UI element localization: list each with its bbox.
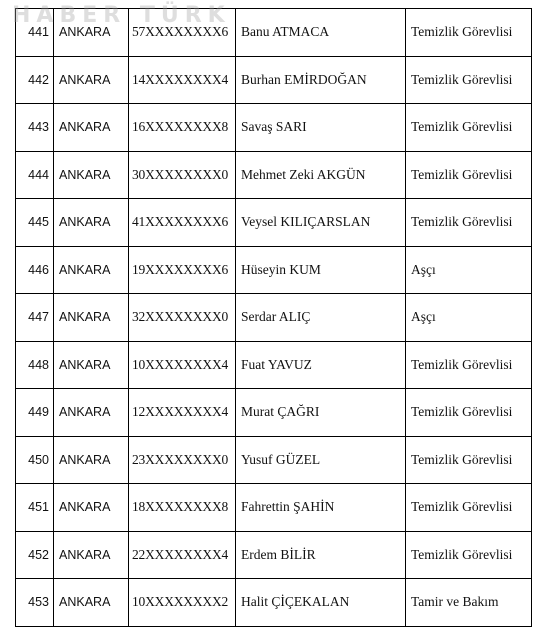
- table-row: [16, 341, 532, 389]
- city-cell: ANKARA: [54, 56, 129, 104]
- row-number: 453: [16, 579, 54, 627]
- name-cell: Halit ÇİÇEKALAN: [236, 579, 406, 627]
- job-title-cell: Temizlik Görevlisi: [406, 389, 532, 437]
- job-title-cell: Aşçı: [406, 294, 532, 342]
- row-number: 450: [16, 436, 54, 484]
- name-cell: Banu ATMACA: [236, 9, 406, 57]
- id-number-cell: 14XXXXXXXX4: [129, 56, 236, 104]
- city-cell: ANKARA: [54, 484, 129, 532]
- id-number-cell: 10XXXXXXXX4: [129, 341, 236, 389]
- city-cell: ANKARA: [54, 294, 129, 342]
- id-number-cell: 22XXXXXXXX4: [129, 531, 236, 579]
- job-title-cell: Temizlik Görevlisi: [406, 151, 532, 199]
- table-row: [16, 9, 532, 57]
- table-row: [16, 56, 532, 104]
- personnel-table: [15, 8, 532, 627]
- name-cell: Murat ÇAĞRI: [236, 389, 406, 437]
- name-cell: Erdem BİLİR: [236, 531, 406, 579]
- city-cell: ANKARA: [54, 199, 129, 247]
- row-number: 447: [16, 294, 54, 342]
- city-cell: ANKARA: [54, 341, 129, 389]
- job-title-cell: Temizlik Görevlisi: [406, 199, 532, 247]
- job-title-cell: Temizlik Görevlisi: [406, 436, 532, 484]
- row-number: 446: [16, 246, 54, 294]
- id-number-cell: 32XXXXXXXX0: [129, 294, 236, 342]
- name-cell: Hüseyin KUM: [236, 246, 406, 294]
- table-row: [16, 246, 532, 294]
- id-number-cell: 16XXXXXXXX8: [129, 104, 236, 152]
- name-cell: Savaş SARI: [236, 104, 406, 152]
- name-cell: Yusuf GÜZEL: [236, 436, 406, 484]
- table-row: [16, 294, 532, 342]
- job-title-cell: Temizlik Görevlisi: [406, 9, 532, 57]
- name-cell: Fuat YAVUZ: [236, 341, 406, 389]
- row-number: 452: [16, 531, 54, 579]
- table-row: [16, 389, 532, 437]
- city-cell: ANKARA: [54, 389, 129, 437]
- id-number-cell: 10XXXXXXXX2: [129, 579, 236, 627]
- city-cell: ANKARA: [54, 246, 129, 294]
- table-row: [16, 484, 532, 532]
- id-number-cell: 19XXXXXXXX6: [129, 246, 236, 294]
- id-number-cell: 12XXXXXXXX4: [129, 389, 236, 437]
- id-number-cell: 23XXXXXXXX0: [129, 436, 236, 484]
- city-cell: ANKARA: [54, 579, 129, 627]
- row-number: 444: [16, 151, 54, 199]
- table-row: [16, 436, 532, 484]
- job-title-cell: Temizlik Görevlisi: [406, 104, 532, 152]
- job-title-cell: Temizlik Görevlisi: [406, 531, 532, 579]
- watermark-logo: HABER TÜRK: [12, 3, 231, 28]
- city-cell: ANKARA: [54, 9, 129, 57]
- name-cell: Burhan EMİRDOĞAN: [236, 56, 406, 104]
- table-row: [16, 151, 532, 199]
- personnel-table-body: [16, 9, 532, 627]
- table-row: [16, 579, 532, 627]
- city-cell: ANKARA: [54, 531, 129, 579]
- city-cell: ANKARA: [54, 151, 129, 199]
- job-title-cell: Temizlik Görevlisi: [406, 56, 532, 104]
- id-number-cell: 18XXXXXXXX8: [129, 484, 236, 532]
- id-number-cell: 41XXXXXXXX6: [129, 199, 236, 247]
- job-title-cell: Aşçı: [406, 246, 532, 294]
- job-title-cell: Temizlik Görevlisi: [406, 484, 532, 532]
- row-number: 443: [16, 104, 54, 152]
- row-number: 442: [16, 56, 54, 104]
- name-cell: Serdar ALIÇ: [236, 294, 406, 342]
- id-number-cell: 30XXXXXXXX0: [129, 151, 236, 199]
- city-cell: ANKARA: [54, 104, 129, 152]
- job-title-cell: Temizlik Görevlisi: [406, 341, 532, 389]
- row-number: 451: [16, 484, 54, 532]
- row-number: 449: [16, 389, 54, 437]
- job-title-cell: Tamir ve Bakım: [406, 579, 532, 627]
- table-row: [16, 199, 532, 247]
- name-cell: Veysel KILIÇARSLAN: [236, 199, 406, 247]
- name-cell: Fahrettin ŞAHİN: [236, 484, 406, 532]
- row-number: 448: [16, 341, 54, 389]
- table-row: [16, 104, 532, 152]
- name-cell: Mehmet Zeki AKGÜN: [236, 151, 406, 199]
- id-number-cell: 57XXXXXXXX6: [129, 9, 236, 57]
- row-number: 445: [16, 199, 54, 247]
- city-cell: ANKARA: [54, 436, 129, 484]
- row-number: 441: [16, 9, 54, 57]
- table-row: [16, 531, 532, 579]
